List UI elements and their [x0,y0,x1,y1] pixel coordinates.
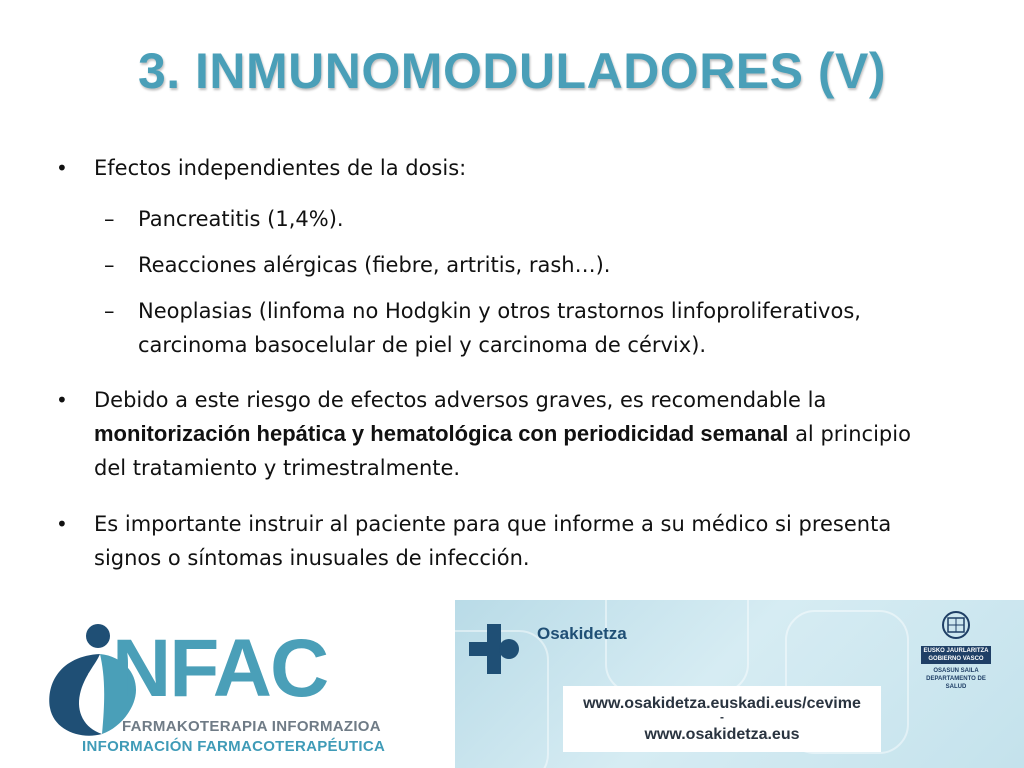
bullet-text: Es importante instruir al paciente para que informe a su médico si presenta [94,512,892,536]
sub-item [104,248,1004,282]
osakidetza-link[interactable]: www.osakidetza.eus [644,726,800,743]
gobierno-label [921,646,991,664]
infac-logo-text: NFAC [112,623,328,714]
bullet-text: signos o síntomas inusuales de infección. [94,546,530,570]
infac-subtitle-spanish: INFORMACIÓN FARMACOTERAPÉUTICA [82,738,386,755]
bullet-text: Efectos independientes de la dosis: [94,156,467,180]
url-separator: - [720,710,724,724]
dash-marker: – [104,207,115,231]
slide-title: 3. INMUNOMODULADORES (V) [137,43,887,99]
infac-subtitle-basque: FARMAKOTERAPIA INFORMAZIOA [122,718,381,735]
highlight-text: monitorización hepática y hematológica con periodicidad semanal [94,421,789,446]
sub-item-text: Reacciones alérgicas (fiebre, artritis, rash…). [138,253,611,277]
bullet-text-rest: al principio [788,422,911,446]
department-line: OSASUN SAILA [933,668,979,674]
sub-item-text: carcinoma basocelular de piel y carcinoma de cérvix). [138,333,707,357]
gobierno-line: GOBIERNO VASCO [928,656,984,662]
dash-marker: – [104,253,115,277]
bullet-dot: • [56,512,68,536]
osakidetza-name: Osakidetza [537,624,627,643]
gobierno-vasco-logo [921,610,991,691]
bullet-dot: • [56,156,68,180]
bullet-item [56,383,1016,485]
osakidetza-cross-icon [467,622,527,678]
bullet-item [56,151,996,185]
cevime-link[interactable]: www.osakidetza.euskadi.eus/cevime [583,695,861,712]
osakidetza-banner [455,600,1024,768]
bullet-item [56,507,1016,575]
bullet-text [94,417,911,451]
sub-item-text: Neoplasias (linfoma no Hodgkin y otros trastornos linfoproliferativos, [138,299,861,323]
sub-item [104,202,1004,236]
dash-marker: – [104,299,115,323]
url-box [563,686,881,752]
infac-logo [0,600,455,768]
bullet-text: del tratamiento y trimestralmente. [94,456,461,480]
bullet-dot: • [56,388,68,412]
sub-item [104,294,1004,362]
sub-item-text: Pancreatitis (1,4%). [138,207,344,231]
decorative-shape [605,600,749,694]
bullet-text: Debido a este riesgo de efectos adversos graves, es recomendable la [94,388,827,412]
department-line: DEPARTAMENTO DE SALUD [926,676,986,690]
gobierno-line: EUSKO JAURLARITZA [923,648,989,654]
coat-of-arms-icon [938,610,974,640]
